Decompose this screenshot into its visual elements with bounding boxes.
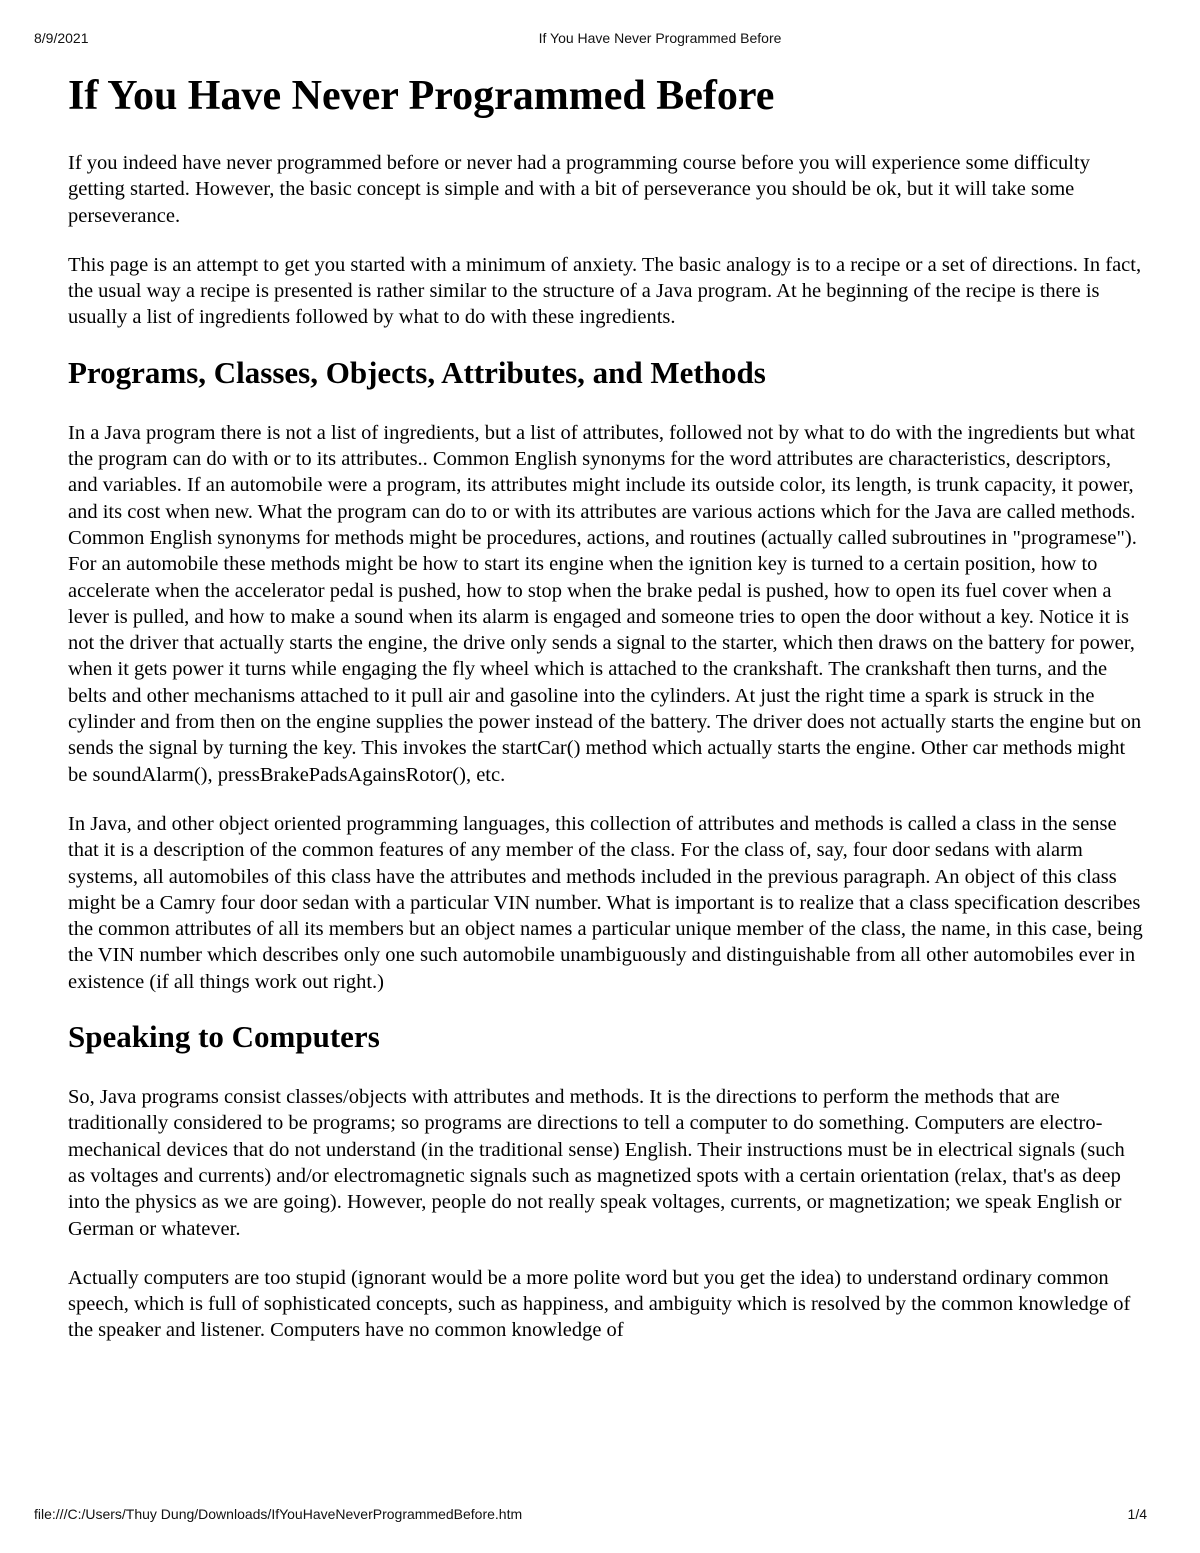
section1-paragraph-2: In Java, and other object oriented programming languages, this collection of attributes and methods is called a class in the sense that it is a description of the common features of any member of the class. For the class of, say, four door sedans with alarm systems, all automobiles of this class have the attributes and methods included in the previous paragraph. An object of this class might be a Camry four door sedan with a particular VIN number. What is important is to realize that a class specification describes the common attributes of all its members but an object names a particular unique member of the class, the name, in this case, being the VIN number which describes only one such automobile unambiguously and distinguishable from all other automobiles ever in existence (if all things work out right.) <box>68 812 1143 993</box>
page-title: If You Have Never Programmed Before <box>68 73 775 119</box>
section-heading-speaking-to-computers: Speaking to Computers <box>68 1019 380 1055</box>
section2-paragraph-1: So, Java programs consist classes/objects with attributes and methods. It is the directions to perform the methods that are traditionally considered to be programs; so programs are directions to tell a computer to do something. Computers are electro-mechanical devices that do not understand (in the traditional sense) English. Their instructions must be in electrical signals (such as voltages and currents) and/or electromagnetic signals such as magnetized spots with a certain orientation (relax, that's as deep into the physics as we are going). However, people do not really speak voltages, currents, or magnetization; we speak English or German or whatever. <box>68 1086 1125 1240</box>
intro-paragraph-1: If you indeed have never programmed before or never had a programming course before you will experience some difficulty getting started. However, the basic concept is simple and with a bit of perseverance you should be ok, but it will take some perseverance. <box>68 152 1090 227</box>
print-footer-file-path: file:///C:/Users/Thuy Dung/Downloads/IfYouHaveNeverProgrammedBefore.htm <box>34 1506 523 1522</box>
print-header-title: If You Have Never Programmed Before <box>538 30 782 46</box>
intro-paragraph-2: This page is an attempt to get you started with a minimum of anxiety. The basic analogy is to a recipe or a set of directions. In fact, the usual way a recipe is presented is rather similar to the structure of a Java program. At he beginning of the recipe is there is usually a list of ingredients followed by what to do with these ingredients. <box>68 253 1142 329</box>
document-body <box>68 70 1143 1367</box>
print-footer-page-number: 1/4 <box>1127 1506 1147 1522</box>
section-heading-programs-classes: Programs, Classes, Objects, Attributes, and Methods <box>68 354 766 390</box>
section1-paragraph-1: In a Java program there is not a list of ingredients, but a list of attributes, followed not by what to do with the ingredients but what the program can do with or to its attributes.. Common English synonyms for the word attributes are characteristics, descriptors, and variables. If an automobile were a program, its attributes might include its outside color, its length, is trunk capacity, it power, and its cost when new. What the program can do to or with its attributes are various actions which for the Java are called methods. Common English synonyms for methods might be procedures, actions, and routines (actually called subroutines in "programese"). For an automobile these methods might be how to start its engine when the ignition key is turned to a certain position, how to accelerate when the accelerator pedal is pushed, how to stop when the brake pedal is pushed, how to open its fuel cover when a lever is pulled, and how to make a sound when its alarm is engaged and someone tries to open the door without a key. Notice it is not the driver that actually starts the engine, the drive only sends a signal to the starter, which then draws on the battery for power, when it gets power it turns while engaging the fly wheel which is attached to the crankshaft. The crankshaft then turns, and the belts and other mechanisms attached to it pull air and gasoline into the cylinders. At just the right time a spark is struck in the cylinder and from then on the engine supplies the power instead of the battery. The driver does not actually starts the engine but on sends the signal by turning the key. This invokes the startCar() method which actually starts the engine. Other car methods might be soundAlarm(), pressBrakePadsAgainsRotor(), etc. <box>68 421 1142 786</box>
print-header-date: 8/9/2021 <box>34 30 89 46</box>
section2-paragraph-2: Actually computers are too stupid (ignorant would be a more polite word but you get the idea) to understand ordinary common speech, which is full of sophisticated concepts, such as happiness, and ambiguity which is resolved by the common knowledge of the speaker and listener. Computers have no common knowledge of <box>68 1266 1131 1342</box>
